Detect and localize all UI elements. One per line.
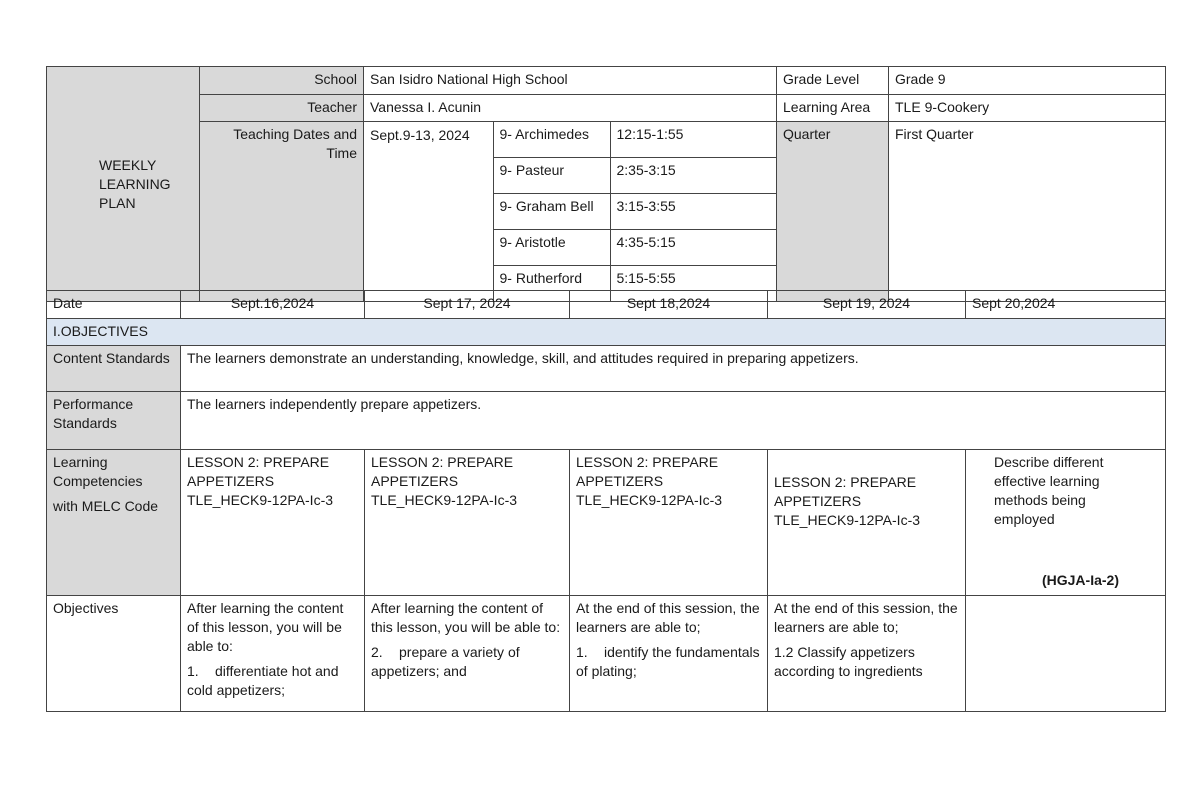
objective-item: 2. prepare a variety of appetizers; and xyxy=(371,644,520,679)
objective-intro: At the end of this session, the learners are able to; xyxy=(774,600,958,635)
date-day2: Sept 17, 2024 xyxy=(365,291,570,319)
teaching-dates-cell xyxy=(364,122,777,302)
schedule-time: 5:15-5:55 xyxy=(610,266,776,302)
objective-item: 1. identify the fundamentals of plating; xyxy=(576,644,760,679)
content-standards-text: The learners demonstrate an understanding, knowledge, skill, and attitudes required in preparing appetizers. xyxy=(181,346,1166,392)
date-label: Date xyxy=(47,291,181,319)
objectives-heading: I.OBJECTIVES xyxy=(47,319,1166,346)
weekly-learning-plan-title: WEEKLY LEARNING PLAN xyxy=(47,67,200,302)
date-day1: Sept.16,2024 xyxy=(181,291,365,319)
competency-lesson: LESSON 2: PREPARE APPETIZERS xyxy=(371,454,514,489)
competencies-label xyxy=(47,450,181,596)
content-standards-label: Content Standards xyxy=(47,346,181,392)
teacher-value: Vanessa I. Acunin xyxy=(364,95,777,122)
learning-area-value: TLE 9-Cookery xyxy=(889,95,1166,122)
competency-day3 xyxy=(570,450,768,596)
competency-day2 xyxy=(365,450,570,596)
date-day5: Sept 20,2024 xyxy=(966,291,1166,319)
date-day4: Sept 19, 2024 xyxy=(768,291,966,319)
schedule-section: 9- Aristotle xyxy=(493,230,610,266)
competency-day5-text: Describe different effective learning methods being employed xyxy=(994,454,1104,527)
grade-level-value: Grade 9 xyxy=(889,67,1166,95)
schedule-time: 2:35-3:15 xyxy=(610,158,776,194)
objective-day5 xyxy=(966,596,1166,712)
competency-day5 xyxy=(966,450,1166,596)
objective-intro: After learning the content of this lesson, you will be able to: xyxy=(187,600,344,654)
plan-table xyxy=(46,290,1166,712)
header-table xyxy=(46,66,1166,302)
competency-code: TLE_HECK9-12PA-Ic-3 xyxy=(774,512,921,528)
schedule-time: 12:15-1:55 xyxy=(610,122,776,158)
performance-standards-text: The learners independently prepare appetizers. xyxy=(181,392,1166,450)
competencies-label-line1: Learning Competencies xyxy=(53,454,143,489)
school-label: School xyxy=(200,67,364,95)
schedule-time: 3:15-3:55 xyxy=(610,194,776,230)
competency-day1 xyxy=(181,450,365,596)
schedule-section: 9- Graham Bell xyxy=(493,194,610,230)
competency-day4 xyxy=(768,450,966,596)
teacher-label: Teacher xyxy=(200,95,364,122)
schedule-section: 9- Pasteur xyxy=(493,158,610,194)
competency-code: TLE_HECK9-12PA-Ic-3 xyxy=(371,492,518,508)
competency-code: TLE_HECK9-12PA-Ic-3 xyxy=(576,492,723,508)
quarter-value: First Quarter xyxy=(889,122,1166,302)
competency-code: TLE_HECK9-12PA-Ic-3 xyxy=(187,492,334,508)
objective-item: 1.2 Classify appetizers according to ingredients xyxy=(774,644,923,679)
objective-day3 xyxy=(570,596,768,712)
objective-item: 1. differentiate hot and cold appetizers; xyxy=(187,663,339,698)
schedule-section: 9- Rutherford xyxy=(493,266,610,302)
grade-level-label: Grade Level xyxy=(777,67,889,95)
school-value: San Isidro National High School xyxy=(364,67,777,95)
teaching-dates-value: Sept.9-13, 2024 xyxy=(364,122,493,301)
performance-standards-label: Performance Standards xyxy=(47,392,181,450)
competency-lesson: LESSON 2: PREPARE APPETIZERS xyxy=(576,454,719,489)
objectives-label: Objectives xyxy=(47,596,181,712)
teaching-dates-label: Teaching Dates and Time xyxy=(200,122,364,302)
date-day3: Sept 18,2024 xyxy=(570,291,768,319)
competency-lesson: LESSON 2: PREPARE APPETIZERS xyxy=(187,454,330,489)
objective-intro: After learning the content of this lesson, you will be able to: xyxy=(371,600,561,635)
schedule-table xyxy=(364,122,776,301)
schedule-section: 9- Archimedes xyxy=(493,122,610,158)
competencies-label-line2: with MELC Code xyxy=(53,498,159,514)
objective-day1 xyxy=(181,596,365,712)
competency-lesson: LESSON 2: PREPARE APPETIZERS xyxy=(774,474,917,509)
quarter-label: Quarter xyxy=(777,122,889,302)
objective-day2 xyxy=(365,596,570,712)
learning-area-label: Learning Area xyxy=(777,95,889,122)
schedule-time: 4:35-5:15 xyxy=(610,230,776,266)
competency-day5-code: (HGJA-Ia-2) xyxy=(1041,572,1119,588)
objective-intro: At the end of this session, the learners are able to; xyxy=(576,600,760,635)
objective-day4 xyxy=(768,596,966,712)
